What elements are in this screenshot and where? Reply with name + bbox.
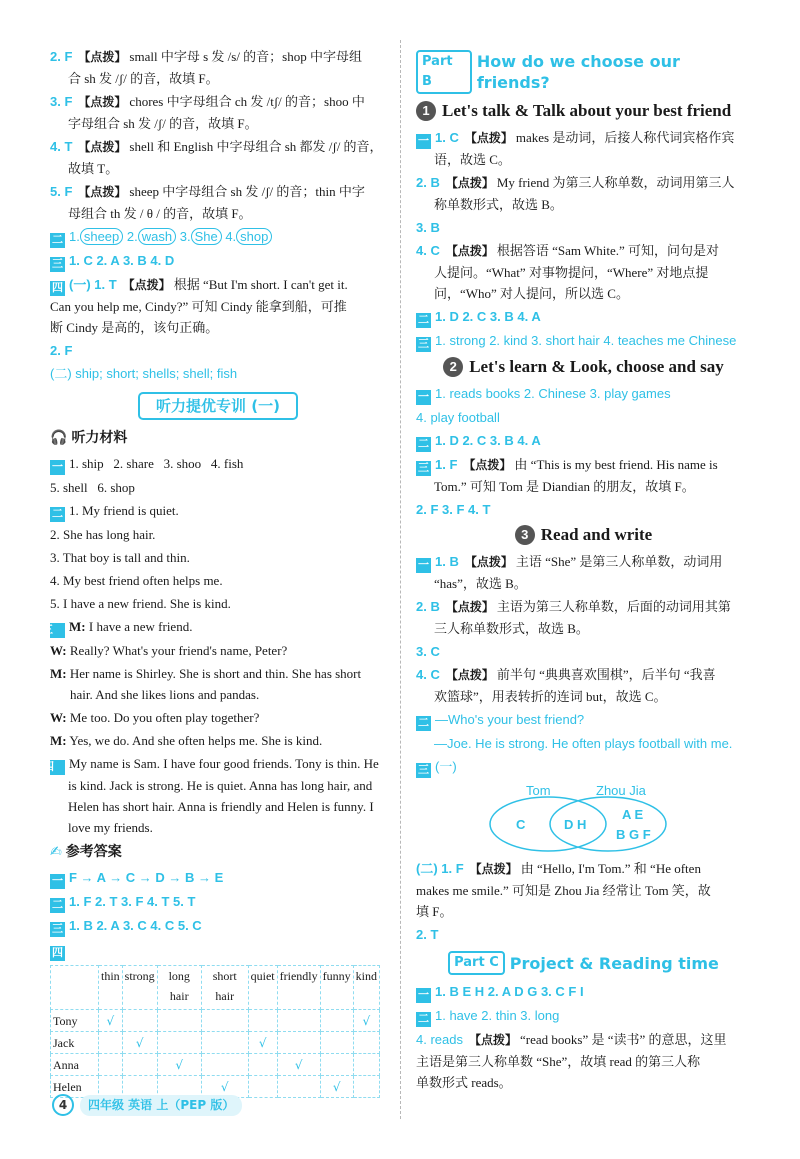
section-label: 三 bbox=[50, 623, 65, 638]
material-4 bbox=[43, 753, 386, 838]
hint-text: 母组合 th 发 / θ / 的音，故填 F。 bbox=[68, 206, 252, 221]
speaker: W: bbox=[50, 643, 67, 658]
table-cell bbox=[157, 1054, 201, 1076]
answer-text: 1. D 2. C 3. B 4. A bbox=[435, 309, 541, 324]
answer-text: —Who's your best friend? bbox=[435, 712, 585, 727]
circled-word: She bbox=[191, 228, 222, 245]
item-number: 3. bbox=[179, 229, 191, 244]
hint-text: 人提问。“What” 对事物提问，“Where” 对地点提 bbox=[434, 265, 709, 280]
dialog-line bbox=[50, 640, 386, 661]
venn-right-line1: A E bbox=[622, 807, 644, 822]
hint-tag: 【点拨】 bbox=[445, 244, 494, 258]
page-number: 4 bbox=[52, 1094, 74, 1116]
answer-number: 2. T bbox=[416, 927, 439, 942]
heading-text: 参考答案 bbox=[65, 844, 122, 860]
table-cell bbox=[353, 1054, 379, 1076]
venn-diagram bbox=[486, 780, 686, 854]
venn-left-title: Tom bbox=[526, 783, 551, 798]
table-row bbox=[51, 1054, 380, 1076]
answer-d2 bbox=[416, 596, 751, 639]
venn-left-only: C bbox=[516, 817, 526, 832]
material-2 bbox=[50, 500, 386, 522]
venn-right-line2: B G F bbox=[616, 827, 651, 842]
item-number: 4. bbox=[225, 229, 237, 244]
hint-text: 断 Cindy 是高的，该句正确。 bbox=[50, 320, 219, 335]
answer-number: 4. C bbox=[416, 243, 440, 258]
answer-c3 bbox=[416, 454, 751, 497]
section-label: 四 bbox=[52, 947, 63, 959]
answer-number: 4. C bbox=[416, 667, 440, 682]
ref-1 bbox=[50, 867, 386, 889]
tick-mark: √ bbox=[220, 1079, 229, 1094]
table-header-cell: quiet bbox=[248, 966, 277, 1010]
table-cell bbox=[248, 1054, 277, 1076]
table-cell bbox=[277, 1076, 320, 1098]
sentence: 5. I have a new friend. She is kind. bbox=[50, 596, 231, 611]
table-cell bbox=[248, 1010, 277, 1032]
answer-text: F → A → C → D → B → E bbox=[69, 870, 224, 885]
hint-text: 欢篮球”，用表转折的连词 but，故选 C。 bbox=[434, 689, 667, 704]
answer-2 bbox=[50, 46, 386, 89]
hint-text: 单数形式 reads。 bbox=[416, 1075, 512, 1090]
answer-a1 bbox=[416, 127, 751, 170]
section-label: 二 bbox=[418, 1013, 429, 1025]
hint-text: Can you help me, Cindy?” 可知 Cindy 能拿到船，可推 bbox=[50, 299, 347, 314]
answer-text: 1. B E H 2. A D G 3. C F I bbox=[435, 984, 584, 999]
lesson-number-badge: 1 bbox=[416, 101, 436, 121]
table-cell bbox=[99, 1032, 123, 1054]
hint-text: makes me smile.” 可知是 Zhou Jia 经常让 Tom 笑，故 bbox=[416, 883, 711, 898]
book-title: 四年级 英语 上（PEP 版） bbox=[80, 1095, 242, 1116]
circled-word: shop bbox=[236, 228, 272, 245]
venn-overlap: D H bbox=[564, 817, 587, 832]
answer-text: (二) ship; short; shells; shell; fish bbox=[50, 366, 238, 381]
table-header-cell: long hair bbox=[157, 966, 201, 1010]
word-item: 4. fish bbox=[210, 456, 244, 471]
section-label: 一 bbox=[52, 875, 63, 887]
sentence: 4. My best friend often helps me. bbox=[50, 573, 223, 588]
lesson-number-badge: 3 bbox=[515, 525, 535, 545]
section-3-answers bbox=[50, 250, 386, 272]
table-cell bbox=[320, 1054, 353, 1076]
tick-mark: √ bbox=[106, 1013, 115, 1028]
answer-4 bbox=[50, 136, 386, 179]
table-cell bbox=[353, 1076, 379, 1098]
section-label: 三 bbox=[52, 258, 63, 270]
table-cell bbox=[201, 1010, 248, 1032]
hint-text: 主语为第三人称单数，后面的动词用其第 bbox=[496, 599, 731, 614]
answer-text: —Joe. He is strong. He often plays football with me. bbox=[434, 736, 733, 751]
answer-text: 1. D 2. C 3. B 4. A bbox=[435, 433, 541, 448]
hint-tag: 【点拨】 bbox=[468, 1033, 517, 1047]
table-cell bbox=[320, 1076, 353, 1098]
hint-text: 问，“Who” 对人提问，所以选 C。 bbox=[434, 286, 629, 301]
hint-text: Tom.” 可知 Tom 是 Diandian 的朋友，故填 F。 bbox=[434, 479, 695, 494]
hint-text: 故填 T。 bbox=[68, 161, 119, 176]
hint-tag: 【点拨】 bbox=[78, 50, 127, 64]
section-2-answers bbox=[50, 226, 386, 248]
table-cell bbox=[320, 1032, 353, 1054]
tick-mark: √ bbox=[362, 1013, 371, 1028]
pen-icon: ✍ bbox=[50, 844, 62, 860]
answer-f4 bbox=[416, 1029, 751, 1093]
answer-e3-2 bbox=[416, 858, 751, 922]
section-label: 三 bbox=[418, 338, 429, 350]
section-label: 三 bbox=[418, 462, 429, 474]
heading-text: 听力材料 bbox=[71, 430, 128, 446]
word-item: 6. shop bbox=[97, 480, 135, 495]
section-label: 四 bbox=[50, 760, 65, 775]
answer-number: 4. reads bbox=[416, 1032, 463, 1047]
answer-number: 2. F bbox=[50, 343, 73, 358]
answer-text: 4. play football bbox=[416, 410, 500, 425]
answer-text: 2. F 3. F 4. T bbox=[416, 502, 491, 517]
answer-number: 5. F bbox=[50, 184, 73, 199]
answer-number: 2. B bbox=[416, 599, 440, 614]
answer-b2 bbox=[416, 306, 751, 328]
hint-text: “has”，故选 B。 bbox=[434, 576, 527, 591]
venn-circle-left bbox=[490, 797, 606, 851]
column-divider bbox=[400, 40, 401, 1119]
table-header-cell: strong bbox=[122, 966, 157, 1010]
answer-f2 bbox=[416, 1005, 751, 1027]
section-label: 二 bbox=[52, 508, 63, 520]
answer-text: 1. F 2. T 3. F 4. T 5. T bbox=[69, 894, 196, 909]
answer-number: 3. C bbox=[416, 644, 440, 659]
answer-f1 bbox=[416, 981, 751, 1003]
answer-number: 2. F bbox=[50, 49, 73, 64]
venn-right-title: Zhou Jia bbox=[596, 783, 646, 798]
hint-tag: 【点拨】 bbox=[464, 131, 513, 145]
dialog-text: Me too. Do you often play together? bbox=[69, 710, 260, 725]
section-label: 二 bbox=[418, 717, 429, 729]
section-label: 三 bbox=[418, 764, 429, 776]
item-number: 2. bbox=[126, 229, 138, 244]
word-item: 3. shoo bbox=[163, 456, 202, 471]
section-label: 二 bbox=[52, 899, 63, 911]
dialog-text: Her name is Shirley. She is short and thin. She has short hair. And she likes lions and pandas. bbox=[69, 666, 362, 702]
speaker: M: bbox=[50, 666, 67, 681]
right-column bbox=[416, 50, 751, 1095]
row-name: Helen bbox=[51, 1076, 99, 1098]
sub-label: (一) bbox=[435, 759, 457, 774]
ref-2 bbox=[50, 891, 386, 913]
table-cell bbox=[353, 1032, 379, 1054]
hint-text: chores 中字母组合 ch 发 /tʃ/ 的音；shoo 中 bbox=[129, 94, 365, 109]
hint-tag: 【点拨】 bbox=[445, 176, 494, 190]
part-tag: Part B bbox=[416, 50, 472, 94]
answer-a2 bbox=[416, 172, 751, 215]
hint-tag: 【点拨】 bbox=[445, 600, 494, 614]
hint-text: shell 和 English 中字母组合 sh 都发 /ʃ/ 的音， bbox=[129, 139, 383, 154]
table-cell bbox=[277, 1010, 320, 1032]
table-cell bbox=[122, 1054, 157, 1076]
lesson-name: Read and write bbox=[540, 525, 653, 544]
answer-text: 1. B 2. A 3. C 4. C 5. C bbox=[69, 918, 202, 933]
answer-number: 2. B bbox=[416, 175, 440, 190]
answer-text: 1. have 2. thin 3. long bbox=[435, 1008, 560, 1023]
table-header-row bbox=[51, 966, 380, 1010]
hint-tag: 【点拨】 bbox=[445, 668, 494, 682]
material-1-cont bbox=[50, 477, 386, 498]
sentence: 2. She has long hair. bbox=[50, 527, 156, 542]
answer-5 bbox=[50, 181, 386, 224]
lesson-number-badge: 2 bbox=[443, 357, 463, 377]
banner-title: 听力提优专训 (一) bbox=[138, 392, 298, 420]
answer-a4 bbox=[416, 240, 751, 304]
lesson-name: Let's talk & Talk about your best friend bbox=[442, 101, 732, 120]
table-cell bbox=[277, 1054, 320, 1076]
tick-mark: √ bbox=[135, 1035, 144, 1050]
table-cell bbox=[99, 1010, 123, 1032]
answer-number: (二) 1. F bbox=[416, 861, 464, 876]
answer-text: 1. reads books 2. Chinese 3. play games bbox=[435, 386, 671, 401]
table-header-cell: funny bbox=[320, 966, 353, 1010]
table-cell bbox=[353, 1010, 379, 1032]
dialog-text: Yes, we do. And she often helps me. She is kind. bbox=[69, 733, 323, 748]
circled-word: wash bbox=[138, 228, 176, 245]
item-number: 1. bbox=[69, 229, 80, 244]
dialog-line bbox=[50, 730, 386, 751]
answer-number: 1. B bbox=[435, 554, 459, 569]
table-cell bbox=[320, 1010, 353, 1032]
hint-tag: 【点拨】 bbox=[78, 185, 127, 199]
headphones-icon: 🎧 bbox=[50, 430, 68, 446]
lesson-2-title bbox=[416, 356, 751, 377]
word-item: 2. share bbox=[113, 456, 154, 471]
answer-b3 bbox=[416, 330, 751, 352]
section-label: 三 bbox=[52, 923, 63, 935]
hint-tag: 【点拨】 bbox=[78, 95, 127, 109]
answer-d1 bbox=[416, 551, 751, 594]
answer-text: 1. strong 2. kind 3. short hair 4. teaches me Chinese bbox=[435, 333, 737, 348]
left-column bbox=[42, 46, 386, 1098]
hint-text: 三人称单数形式，故选 B。 bbox=[434, 621, 589, 636]
table-cell bbox=[248, 1076, 277, 1098]
table-cell bbox=[277, 1032, 320, 1054]
hint-text: 语，故选 C。 bbox=[434, 152, 511, 167]
table-cell bbox=[157, 1010, 201, 1032]
answer-3 bbox=[50, 91, 386, 134]
speaker: M: bbox=[50, 733, 67, 748]
answer-text: 1. C 2. A 3. B 4. D bbox=[69, 253, 175, 268]
section-label: 一 bbox=[52, 461, 63, 473]
table-cell bbox=[157, 1032, 201, 1054]
section-label: 四 bbox=[52, 282, 63, 294]
table-cell bbox=[248, 1032, 277, 1054]
section-label: 二 bbox=[418, 314, 429, 326]
hint-tag: 【点拨】 bbox=[122, 278, 171, 292]
row-name: Tony bbox=[51, 1010, 99, 1032]
hint-tag: 【点拨】 bbox=[464, 555, 513, 569]
tick-mark: √ bbox=[258, 1035, 267, 1050]
table-header-cell: short hair bbox=[201, 966, 248, 1010]
hint-text: 由 “This is my best friend. His name is bbox=[514, 457, 718, 472]
section-label: 一 bbox=[418, 989, 429, 1001]
answer-number: (一) 1. T bbox=[69, 277, 117, 292]
table-row bbox=[51, 1032, 380, 1054]
reference-answers-heading bbox=[50, 842, 386, 863]
hint-text: 前半句 “典典喜欢围棋”，后半句 “我喜 bbox=[496, 667, 716, 682]
answer-number: 1. F bbox=[435, 457, 458, 472]
hint-text: 主语 “She” 是第三人称单数，动词用 bbox=[515, 554, 723, 569]
hint-text: 合 sh 发 /ʃ/ 的音，故填 F。 bbox=[68, 71, 219, 86]
hint-text: 根据答语 “Sam White.” 可知，问句是对 bbox=[496, 243, 720, 258]
dialog-line bbox=[50, 707, 386, 728]
hint-tag: 【点拨】 bbox=[78, 140, 127, 154]
sentence: 1. My friend is quiet. bbox=[69, 503, 179, 518]
hint-tag: 【点拨】 bbox=[463, 458, 512, 472]
circled-word: sheep bbox=[80, 228, 123, 245]
answer-number: 4. T bbox=[50, 139, 73, 154]
section-label: 一 bbox=[418, 559, 429, 571]
section-label: 二 bbox=[52, 234, 63, 246]
table-cell bbox=[99, 1054, 123, 1076]
hint-text: 字母组合 sh 发 /ʃ/ 的音，故填 F。 bbox=[68, 116, 258, 131]
lesson-name: Let's learn & Look, choose and say bbox=[469, 357, 724, 376]
dialog-text: Really? What's your friend's name, Peter? bbox=[69, 643, 288, 658]
section-label: 一 bbox=[418, 391, 429, 403]
sentence: 3. That boy is tall and thin. bbox=[50, 550, 190, 565]
speaker: W: bbox=[50, 710, 67, 725]
table-cell bbox=[122, 1032, 157, 1054]
ref-3 bbox=[50, 915, 386, 937]
table-header-cell bbox=[51, 966, 99, 1010]
table-cell bbox=[201, 1032, 248, 1054]
dialog-text: I have a new friend. bbox=[88, 619, 193, 634]
answer-c2 bbox=[416, 430, 751, 452]
answer-c1 bbox=[416, 383, 751, 405]
table-cell bbox=[201, 1054, 248, 1076]
trait-table bbox=[50, 965, 380, 1098]
answer-number: 3. B bbox=[416, 220, 440, 235]
answer-e3 bbox=[416, 756, 751, 778]
hint-tag: 【点拨】 bbox=[469, 862, 518, 876]
word-item: 5. shell bbox=[50, 480, 88, 495]
page-footer bbox=[52, 1094, 242, 1116]
answer-number: 3. F bbox=[50, 94, 73, 109]
part-c-title bbox=[416, 951, 751, 975]
answer-number: 1. C bbox=[435, 130, 459, 145]
table-header-cell: friendly bbox=[277, 966, 320, 1010]
section-banner bbox=[50, 392, 386, 420]
part-name: Project & Reading time bbox=[509, 953, 719, 973]
part-b-title bbox=[416, 50, 751, 94]
table-header-cell: thin bbox=[99, 966, 123, 1010]
word-item: 1. ship bbox=[69, 456, 104, 471]
passage-text: My name is Sam. I have four good friends. Tony is thin. He is kind. Jack is strong. He is quiet. Anna has long hair, and Helen has short hair. Anna is friendly and Helen is funny. I love my friends. bbox=[68, 756, 379, 835]
section-label: 一 bbox=[418, 135, 429, 147]
section-4-answers bbox=[50, 274, 386, 338]
row-name: Jack bbox=[51, 1032, 99, 1054]
dialog-line bbox=[50, 663, 386, 705]
tick-mark: √ bbox=[332, 1079, 341, 1094]
speaker: M: bbox=[69, 619, 86, 634]
table-cell bbox=[122, 1010, 157, 1032]
lesson-1-title bbox=[416, 100, 751, 121]
tick-mark: √ bbox=[294, 1057, 303, 1072]
hint-text: 由 “Hello, I'm Tom.” 和 “He often bbox=[520, 861, 701, 876]
part-tag: Part C bbox=[448, 951, 505, 975]
hint-text: “read books” 是 “读书” 的意思，这里 bbox=[520, 1032, 727, 1047]
table-header-cell: kind bbox=[353, 966, 379, 1010]
table-row bbox=[51, 1010, 380, 1032]
hint-text: 主语是第三人称单数 “She”，故填 read 的第三人称 bbox=[416, 1054, 701, 1069]
hint-text: makes 是动词，后接人称代词宾格作宾 bbox=[515, 130, 735, 145]
answer-d4 bbox=[416, 664, 751, 707]
answer-e2 bbox=[416, 709, 751, 731]
dialog-line bbox=[42, 616, 386, 638]
hint-text: 填 F。 bbox=[416, 904, 453, 919]
ref-4 bbox=[50, 939, 386, 961]
hint-text: My friend 为第三人称单数，动词用第三人 bbox=[496, 175, 735, 190]
listening-material-heading bbox=[50, 428, 386, 449]
hint-text: small 中字母 s 发 /s/ 的音；shop 中字母组 bbox=[129, 49, 362, 64]
part-name: How do we choose our friends? bbox=[476, 52, 680, 92]
material-1 bbox=[50, 453, 386, 475]
row-name: Anna bbox=[51, 1054, 99, 1076]
hint-text: 根据 “But I'm short. I can't get it. bbox=[173, 277, 348, 292]
hint-text: sheep 中字母组合 sh 发 /ʃ/ 的音；thin 中字 bbox=[129, 184, 365, 199]
tick-mark: √ bbox=[175, 1057, 184, 1072]
section-label: 二 bbox=[418, 438, 429, 450]
hint-text: 称单数形式，故选 B。 bbox=[434, 197, 563, 212]
lesson-3-title bbox=[416, 524, 751, 545]
